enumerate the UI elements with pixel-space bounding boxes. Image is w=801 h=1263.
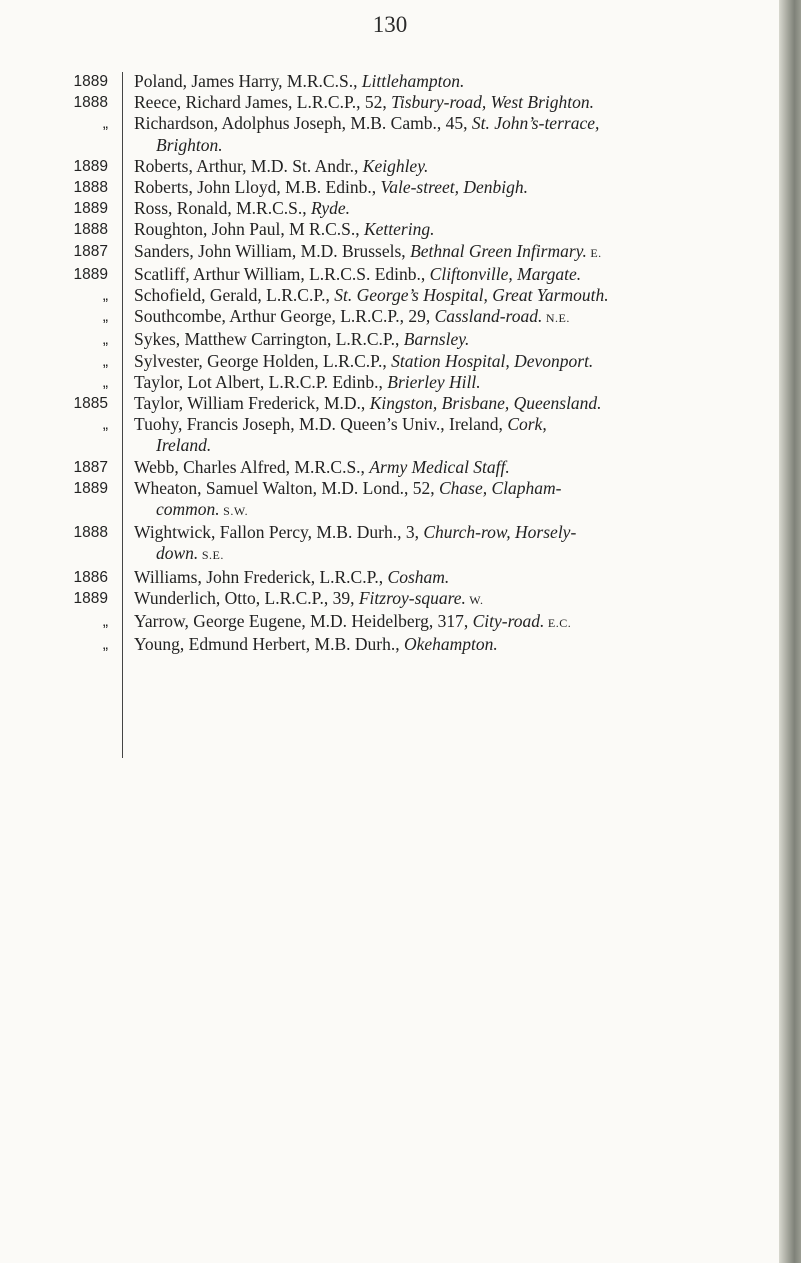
register-entry xyxy=(0,285,780,306)
entry-text xyxy=(108,588,780,611)
entry-address: Brighton. xyxy=(156,134,223,155)
entry-text xyxy=(108,92,780,113)
entry-year: „ xyxy=(102,308,108,326)
entry-line xyxy=(134,156,776,177)
entry-name: Roughton, John Paul, M R.C.S., xyxy=(134,219,364,240)
entry-text xyxy=(108,264,780,285)
entry-text xyxy=(108,329,780,350)
entry-continuation-line xyxy=(134,435,776,456)
entry-text xyxy=(108,285,780,306)
entry-year: 1887 xyxy=(73,242,108,260)
entry-year: 1889 xyxy=(73,589,108,607)
entry-address: Chase, Clapham- xyxy=(438,477,562,498)
entry-name: Reece, Richard James, L.R.C.P., 52, xyxy=(134,92,392,113)
entry-address: Fitzroy-square. xyxy=(358,587,466,608)
entry-line xyxy=(134,198,776,219)
entry-year: 1888 xyxy=(73,221,108,239)
entry-year: 1885 xyxy=(73,395,108,413)
entry-line xyxy=(134,393,776,414)
entry-line xyxy=(134,588,776,611)
entry-text xyxy=(108,372,780,393)
entry-name: Williams, John Frederick, L.R.C.P., xyxy=(134,566,388,587)
register-entry xyxy=(0,372,780,393)
register-entry xyxy=(0,92,780,113)
entry-name: Wunderlich, Otto, L.R.C.P., 39, xyxy=(134,587,359,608)
entry-year: 1889 xyxy=(73,479,108,497)
entry-address: Okehampton. xyxy=(403,634,498,655)
entry-name: Wightwick, Fallon Percy, M.B. Durh., 3, xyxy=(134,522,424,543)
entry-line xyxy=(134,92,776,113)
entry-postal-district: W. xyxy=(465,592,484,607)
entry-line xyxy=(134,285,776,306)
entry-name: Sanders, John William, M.D. Brussels, xyxy=(134,240,411,261)
entry-text xyxy=(108,567,780,588)
entry-postal-district: S.W. xyxy=(219,504,249,519)
entry-year: 1888 xyxy=(73,94,108,112)
entry-year: „ xyxy=(102,287,108,305)
register-entry xyxy=(0,522,780,566)
entry-address: Army Medical Staff. xyxy=(369,456,510,477)
entry-name: Sylvester, George Holden, L.R.C.P., xyxy=(134,350,392,371)
entry-year: 1886 xyxy=(73,568,108,586)
entry-address: Cassland-road. xyxy=(434,306,543,327)
entry-address: St. John’s-terrace, xyxy=(471,113,600,134)
entry-year: 1889 xyxy=(73,157,108,175)
entry-name: Sykes, Matthew Carrington, L.R.C.P., xyxy=(134,329,404,350)
entry-name: Roberts, Arthur, M.D. St. Andr., xyxy=(134,155,363,176)
register-entry xyxy=(0,71,780,92)
entry-text xyxy=(108,219,780,240)
entry-name: Poland, James Harry, M.R.C.S., xyxy=(134,71,362,91)
entry-line xyxy=(134,457,776,478)
entry-text xyxy=(108,156,780,177)
entry-line xyxy=(134,306,776,329)
entry-address: common. xyxy=(156,499,220,520)
entry-text xyxy=(108,522,780,566)
entry-text xyxy=(108,241,780,264)
entry-address: Ireland. xyxy=(156,435,212,456)
register-entry xyxy=(0,588,780,611)
entry-year: 1889 xyxy=(73,73,108,90)
register-entry xyxy=(0,241,780,264)
register-entry xyxy=(0,478,780,522)
register-entry xyxy=(0,351,780,372)
entry-line xyxy=(134,329,776,350)
entry-line xyxy=(134,372,776,393)
entry-year: „ xyxy=(102,352,108,370)
entry-name: Schofield, Gerald, L.R.C.P., xyxy=(134,285,335,306)
register-entry xyxy=(0,634,780,655)
entry-text xyxy=(108,611,780,634)
register-entry xyxy=(0,219,780,240)
register-entry xyxy=(0,198,780,219)
entry-year: 1888 xyxy=(73,179,108,197)
entry-address: Barnsley. xyxy=(403,329,470,350)
entry-address: St. George’s Hospital, Great Yarmouth. xyxy=(334,285,609,306)
entry-year: 1887 xyxy=(73,458,108,476)
entry-text xyxy=(108,457,780,478)
entry-text xyxy=(108,393,780,414)
entry-address: Station Hospital, Devonport. xyxy=(391,350,594,371)
entry-address: Cosham. xyxy=(387,566,450,587)
entry-text xyxy=(108,414,780,456)
entry-postal-district: E.C. xyxy=(544,616,572,631)
entry-address: Littlehampton. xyxy=(361,71,465,91)
entry-name: Taylor, Lot Albert, L.R.C.P. Edinb., xyxy=(134,371,388,392)
entry-year: 1888 xyxy=(73,524,108,542)
entry-text xyxy=(108,198,780,219)
entry-line xyxy=(134,414,776,435)
register-entry xyxy=(0,611,780,634)
entry-address: City-road. xyxy=(472,611,545,632)
entry-year: „ xyxy=(102,115,108,133)
entry-text xyxy=(108,71,780,92)
entry-postal-district: N.E. xyxy=(542,311,570,326)
entry-name: Southcombe, Arthur George, L.R.C.P., 29, xyxy=(134,306,435,327)
entry-postal-district: S.E. xyxy=(198,548,224,563)
page-number: 130 xyxy=(372,12,408,37)
register-entry xyxy=(0,567,780,588)
entry-year: „ xyxy=(102,416,108,434)
entry-text xyxy=(108,351,780,372)
entry-address: Keighley. xyxy=(362,155,429,176)
entry-line xyxy=(134,177,776,198)
entry-continuation-line xyxy=(134,135,776,156)
entry-year: „ xyxy=(102,373,108,391)
entry-address: down. xyxy=(156,543,199,564)
entry-line xyxy=(134,611,776,634)
register-list xyxy=(0,71,780,655)
register-entry xyxy=(0,177,780,198)
register-entry xyxy=(0,306,780,329)
entry-name: Richardson, Adolphus Joseph, M.B. Camb., 45, xyxy=(134,113,472,134)
register-entry xyxy=(0,414,780,456)
register-entry xyxy=(0,113,780,155)
entry-line xyxy=(134,219,776,240)
entry-year: „ xyxy=(102,331,108,349)
entry-address: Ryde. xyxy=(310,198,351,219)
entry-text xyxy=(108,177,780,198)
entry-name: Tuohy, Francis Joseph, M.D. Queen’s Univ., Ireland, xyxy=(134,414,508,435)
entry-year: „ xyxy=(102,636,108,654)
entry-address: Church-row, Horsely- xyxy=(423,522,577,543)
entry-address: Cliftonville, Margate. xyxy=(429,263,582,284)
entry-name: Ross, Ronald, M.R.C.S., xyxy=(134,198,311,219)
entry-text xyxy=(108,634,780,655)
entry-text xyxy=(108,478,780,522)
entry-postal-district: E. xyxy=(586,245,602,260)
entry-address: Vale-street, Denbigh. xyxy=(380,177,529,198)
register-entry xyxy=(0,264,780,285)
entry-year: „ xyxy=(102,613,108,631)
register-entry xyxy=(0,457,780,478)
register-entry xyxy=(0,393,780,414)
entry-address: Cork, xyxy=(507,414,547,435)
entry-name: Roberts, John Lloyd, M.B. Edinb., xyxy=(134,177,381,198)
entry-line xyxy=(134,351,776,372)
entry-year: 1889 xyxy=(73,200,108,218)
entry-line xyxy=(134,478,776,499)
entry-address: Bethnal Green Infirmary. xyxy=(410,240,587,261)
entry-name: Young, Edmund Herbert, M.B. Durh., xyxy=(134,634,404,655)
entry-address: Kingston, Brisbane, Queensland. xyxy=(369,393,602,414)
entry-line xyxy=(134,567,776,588)
page-edge-shadow xyxy=(779,0,801,1263)
entry-line xyxy=(134,522,776,543)
entry-name: Scatliff, Arthur William, L.R.C.S. Edinb., xyxy=(134,263,430,284)
entry-text xyxy=(108,113,780,155)
register-entry xyxy=(0,156,780,177)
entry-name: Taylor, William Frederick, M.D., xyxy=(134,393,370,414)
entry-address: Tisbury-road, West Brighton. xyxy=(391,92,594,113)
entry-text xyxy=(108,306,780,329)
entry-address: Brierley Hill. xyxy=(387,371,481,392)
entry-line xyxy=(134,71,776,92)
register-entry xyxy=(0,329,780,350)
entry-name: Yarrow, George Eugene, M.D. Heidelberg, 317, xyxy=(134,611,473,632)
entry-year: 1889 xyxy=(73,265,108,283)
entry-line xyxy=(134,113,776,134)
entry-line xyxy=(134,241,776,264)
entry-name: Wheaton, Samuel Walton, M.D. Lond., 52, xyxy=(134,477,439,498)
entry-continuation-line xyxy=(134,499,776,522)
entry-line xyxy=(134,634,776,655)
entry-address: Kettering. xyxy=(363,219,435,240)
entry-line xyxy=(134,264,776,285)
entry-continuation-line xyxy=(134,543,776,566)
entry-name: Webb, Charles Alfred, M.R.C.S., xyxy=(134,456,370,477)
